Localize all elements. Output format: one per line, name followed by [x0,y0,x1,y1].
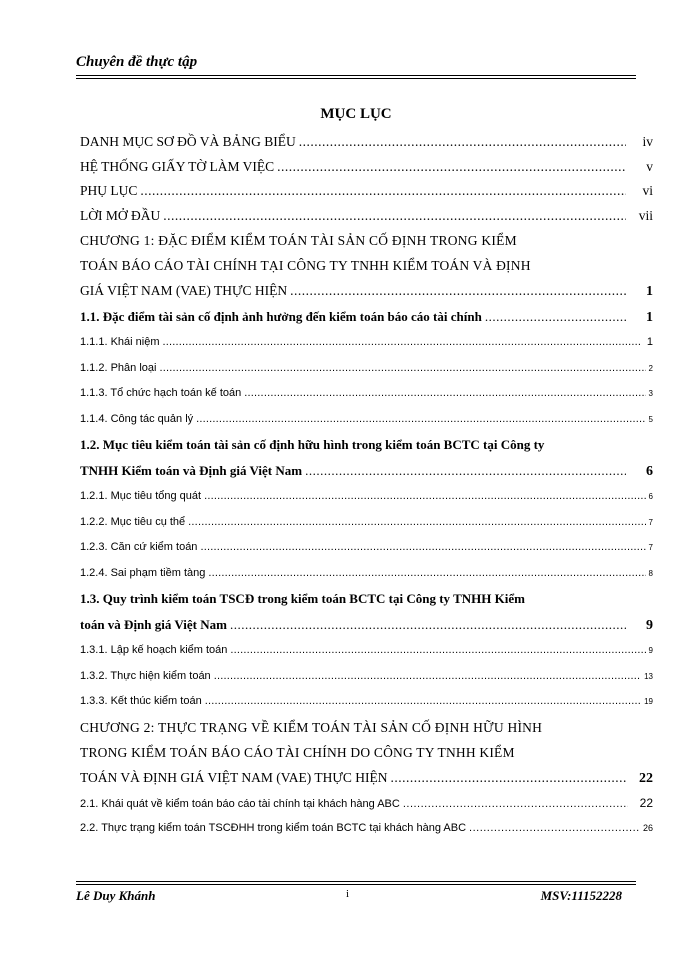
toc-chapter-2[interactable]: CHƯƠNG 2: THỰC TRẠNG VỀ KIỂM TOÁN TÀI SẢN CỐ ĐỊNH HỮU HÌNH TRONG KIỂM TOÁN BÁO CÁO TÀI CHÍNH DO CÔNG TY TNHH KIỂM TOÁN VÀ ĐỊNH GIÁ VIỆT NAM (VAE) THỰC HIỆN ..... 22 [80,715,653,791]
toc-section[interactable]: 1.1. Đặc điểm tài sản cố định ảnh hưởng đến kiểm toán báo cáo tài chính ..... 1 [80,304,653,330]
page-number: i [346,888,350,900]
toc-subsection[interactable]: 1.2.1. Mục tiêu tổng quát ..... 6 [80,484,653,510]
footer-rule [76,884,636,885]
toc-entry[interactable]: DANH MỤC SƠ ĐỒ VÀ BẢNG BIỂU ..... iv [80,130,653,155]
header-rule [76,75,636,76]
toc-entry[interactable]: LỜI MỞ ĐẦU ..... vii [80,204,653,229]
toc-subsection[interactable]: 1.1.2. Phân loại ..... 2 [80,356,653,382]
toc-title: MỤC LỤC [320,106,392,122]
toc-subsection[interactable]: 1.1.4. Công tác quản lý ..... 5 [80,407,653,433]
footer-rule-thin [76,881,636,882]
toc-subsection[interactable]: 1.2.3. Căn cứ kiểm toán ..... 7 [80,535,653,561]
toc-entry[interactable]: HỆ THỐNG GIẤY TỜ LÀM VIỆC ..... v [80,155,653,180]
toc-chapter-1[interactable]: CHƯƠNG 1: ĐẶC ĐIỂM KIỂM TOÁN TÀI SẢN CỐ ĐỊNH TRONG KIỂM TOÁN BÁO CÁO TÀI CHÍNH TẠI CÔNG TY TNHH KIỂM TOÁN VÀ ĐỊNH GIÁ VIỆT NAM (VAE) THỰC HIỆN ..... 1 [80,228,653,304]
page-footer [76,888,636,906]
table-of-contents [80,130,653,841]
toc-subsection[interactable]: 2.1. Khái quát về kiểm toán báo cáo tài chính tại khách hàng ABC ..... 22 [80,791,653,816]
author-name: Lê Duy Khánh [76,888,156,903]
toc-subsection[interactable]: 1.3.2. Thực hiện kiểm toán ..... 13 [80,664,653,690]
toc-section[interactable]: 1.3. Quy trình kiểm toán TSCĐ trong kiểm toán BCTC tại Công ty TNHH Kiểm toán và Định giá Việt Nam ..... 9 [80,586,653,638]
toc-subsection[interactable]: 1.3.3. Kết thúc kiểm toán ..... 19 [80,689,653,715]
toc-subsection[interactable]: 1.2.2. Mục tiêu cụ thể ..... 7 [80,510,653,536]
toc-subsection[interactable]: 1.1.1. Khái niệm ..... 1 [80,330,653,356]
toc-section[interactable]: 1.2. Mục tiêu kiểm toán tài sản cố định hữu hình trong kiểm toán BCTC tại Công ty TNHH Kiểm toán và Định giá Việt Nam ..... 6 [80,432,653,484]
toc-subsection[interactable]: 1.3.1. Lập kế hoạch kiểm toán ..... 9 [80,638,653,664]
header-rule-thin [76,78,636,79]
toc-entry[interactable]: PHỤ LỤC ..... vi [80,179,653,204]
header-title: Chuyên đề thực tập [76,54,198,70]
student-id: MSV:11152228 [540,888,622,903]
toc-subsection[interactable]: 1.1.3. Tổ chức hạch toán kế toán ..... 3 [80,381,653,407]
toc-subsection[interactable]: 2.2. Thực trạng kiểm toán TSCĐHH trong kiểm toán BCTC tại khách hàng ABC ..... 26 [80,816,653,841]
toc-subsection[interactable]: 1.2.4. Sai phạm tiềm tàng ..... 8 [80,561,653,587]
page-header [76,54,636,76]
